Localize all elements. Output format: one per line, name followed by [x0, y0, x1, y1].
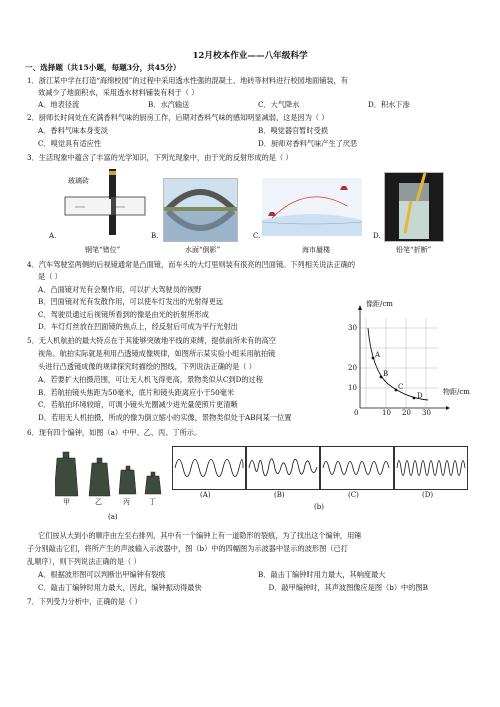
q5-option-a[interactable]: A．若要扩大拍摄范围，可让无人机飞得更高，景物类似从C到D的过程 [38, 375, 263, 384]
q6-option-d[interactable]: D．敲甲编钟时，其声波图像应是图（b）中的图B [268, 583, 428, 592]
bell-ding: 丁 [149, 498, 156, 506]
wave-label-d: (D) [422, 491, 434, 499]
q3-image-bridge-reflection [163, 178, 238, 242]
waveform-b [246, 446, 320, 490]
q3-caption-c: 海市蜃楼 [302, 246, 330, 254]
waveform-c [320, 446, 394, 490]
q7-line: 7．下列受力分析中，正确的是（ ） [27, 597, 142, 606]
section-heading: 一、选择题（共15小题，每题3分，共45分） [25, 63, 181, 72]
q3-line-1: 3．生活现象中蕴含了丰富的光学知识，下列光现象中，由于光的反射形成的是（ ） [27, 153, 293, 162]
page-title: 12月校本作业——八年级科学 [192, 51, 308, 61]
graph-ytick-30: 30 [348, 324, 357, 332]
graph-origin: 0 [354, 409, 359, 417]
q4-option-d[interactable]: D．车灯灯丝放在凹面镜的焦点上，经反射后可成为平行光射出 [38, 322, 238, 331]
q1-line-2: 效减少了地面积水，采用透水材料铺装有利于（ ） [38, 88, 199, 97]
graph-point-c: C [398, 383, 404, 391]
wave-label-b: (B) [274, 491, 285, 499]
q1-option-b[interactable]: B．水汽输送 [148, 100, 190, 109]
wave-label-a: (A) [200, 491, 211, 499]
q1-option-c[interactable]: C．大气降水 [258, 100, 300, 109]
q2-line-1: 2．厨师长时间处在充满香料气味的厨房工作，后期对香料气味的感知明显减弱，这是因为（ ） [27, 113, 329, 122]
bell-yi: 乙 [95, 498, 102, 506]
fig-b-caption: (b) [314, 503, 324, 511]
graph-xtick-20: 20 [402, 409, 411, 417]
graph-point-d: D [417, 392, 423, 400]
bell-jia: 甲 [63, 498, 70, 506]
q1-line-1: 1．浙江某中学在打造“海绵校园”的过程中采用透水性强的混凝土、地砖等材料进行校园地面铺装，有 [27, 76, 348, 85]
q2-option-b[interactable]: B．嗅觉器官暂时受损 [258, 126, 328, 135]
q3-letter-d[interactable]: D. [373, 232, 381, 240]
q3-image-pen-glass [60, 167, 155, 237]
q6-bells-figure [55, 446, 170, 516]
glass-brick-label: 玻璃砖 [68, 177, 89, 185]
q3-image-pencil-water [384, 172, 444, 242]
q4-line-2: 是（ ） [38, 272, 62, 281]
graph-xtick-10: 10 [382, 409, 391, 417]
fig-a-caption: (a) [108, 513, 118, 521]
graph-y-label: 像距/cm [366, 300, 393, 308]
q5-option-c[interactable]: C．若航拍环境较暗，可调小镜头光圈减少进光量使照片更清晰 [38, 400, 238, 409]
waveform-a [172, 446, 246, 490]
q6-para-3: 乱顺序），则下列说法正确的是（ ） [27, 557, 141, 566]
waveform-d [394, 446, 468, 490]
q4-option-c[interactable]: C．驾驶员通过后视镜所看到的像是由光的折射所形成 [38, 310, 209, 319]
graph-ytick-20: 20 [348, 364, 357, 372]
graph-x-label: 物距/cm [443, 388, 470, 396]
q5-line-2: 视角。航拍实际就是利用凸透镜成像规律，如图所示某实验小组采用航拍镜 [38, 349, 276, 358]
q5-line-1: 5．无人机航拍的最大特点在于其能够突破地平线的束缚，提供前所未有的高空 [27, 336, 276, 345]
q6-para-1: 它们按从大到小的顺序由左至右排列，其中有一个编钟上有一道隐形的裂痕，为了找出这个编钟，用锤 [38, 531, 362, 540]
q6-para-2: 子分别敲击它们，将所产生的声波输入示波器中，图（b）中的四幅图为示波器中显示的波形图（已打 [27, 544, 348, 553]
bell-bing: 丙 [123, 498, 130, 506]
q4-line-1: 4．汽车驾驶室两侧的后视镜通常是凸面镜，而车头的大灯里则装有很亮的凹面镜。下列相关说法正确的 [27, 260, 356, 269]
q3-image-mirage [262, 178, 362, 236]
q3-caption-d: 铅笔“折断” [396, 246, 432, 254]
q4-option-b[interactable]: B．凹面镜对光有发散作用，可以使车灯发出的光射得更远 [38, 297, 223, 306]
graph-ytick-10: 10 [348, 384, 357, 392]
q2-option-d[interactable]: D．厨师对香料气味产生了厌恶 [258, 139, 358, 148]
graph-point-a: A [375, 351, 381, 359]
q6-option-b[interactable]: B．敲击丁编钟时用力最大，其响度最大 [258, 570, 386, 579]
graph-xtick-30: 30 [422, 409, 431, 417]
q1-option-d[interactable]: D．积水下渗 [368, 100, 410, 109]
q3-letter-c[interactable]: C. [253, 232, 261, 240]
q6-option-a[interactable]: A．根据波形图可以判断出甲编钟有裂痕 [38, 570, 166, 579]
graph-point-b: B [383, 370, 389, 378]
wave-label-c: (C) [348, 491, 359, 499]
q4-option-a[interactable]: A．凸面镜对光有会聚作用，可以扩大驾驶员的视野 [38, 285, 202, 294]
q2-options-row1 [38, 126, 478, 135]
q6-options-row2 [38, 583, 488, 592]
q1-option-a[interactable]: A．地表径流 [38, 100, 80, 109]
q1-options [38, 100, 478, 109]
q2-option-a[interactable]: A．香料气味本身变淡 [38, 126, 108, 135]
q5-option-b[interactable]: B．若航拍镜头焦距为50毫米，底片和镜头距离应小于50毫米 [38, 388, 235, 397]
q3-caption-b: 水面“倒影” [185, 246, 221, 254]
q6-line: 6．现有四个编钟，如图（a）中甲、乙、丙、丁所示。 [27, 428, 202, 437]
q5-option-d[interactable]: D．若用无人机拍摄，所成的像为倒立缩小的实像，景物类似处于AB间某一位置 [38, 413, 292, 422]
q5-lens-graph [346, 300, 476, 420]
q5-line-3: 头进行凸透镜成像的规律探究时描绘的图线，下列说法正确的是（ ） [38, 362, 256, 371]
q3-letter-b[interactable]: B. [151, 232, 159, 240]
q3-letter-a[interactable]: A. [49, 232, 57, 240]
q6-option-c[interactable]: C．敲击丁编钟时用力最大，因此，编钟振动得最快 [38, 583, 202, 592]
q2-option-c[interactable]: C．嗅觉具有适应性 [38, 139, 102, 148]
q2-options-row2 [38, 139, 478, 148]
q6-options-row1 [38, 570, 478, 579]
q3-caption-a: 钢笔“错位” [85, 246, 121, 254]
